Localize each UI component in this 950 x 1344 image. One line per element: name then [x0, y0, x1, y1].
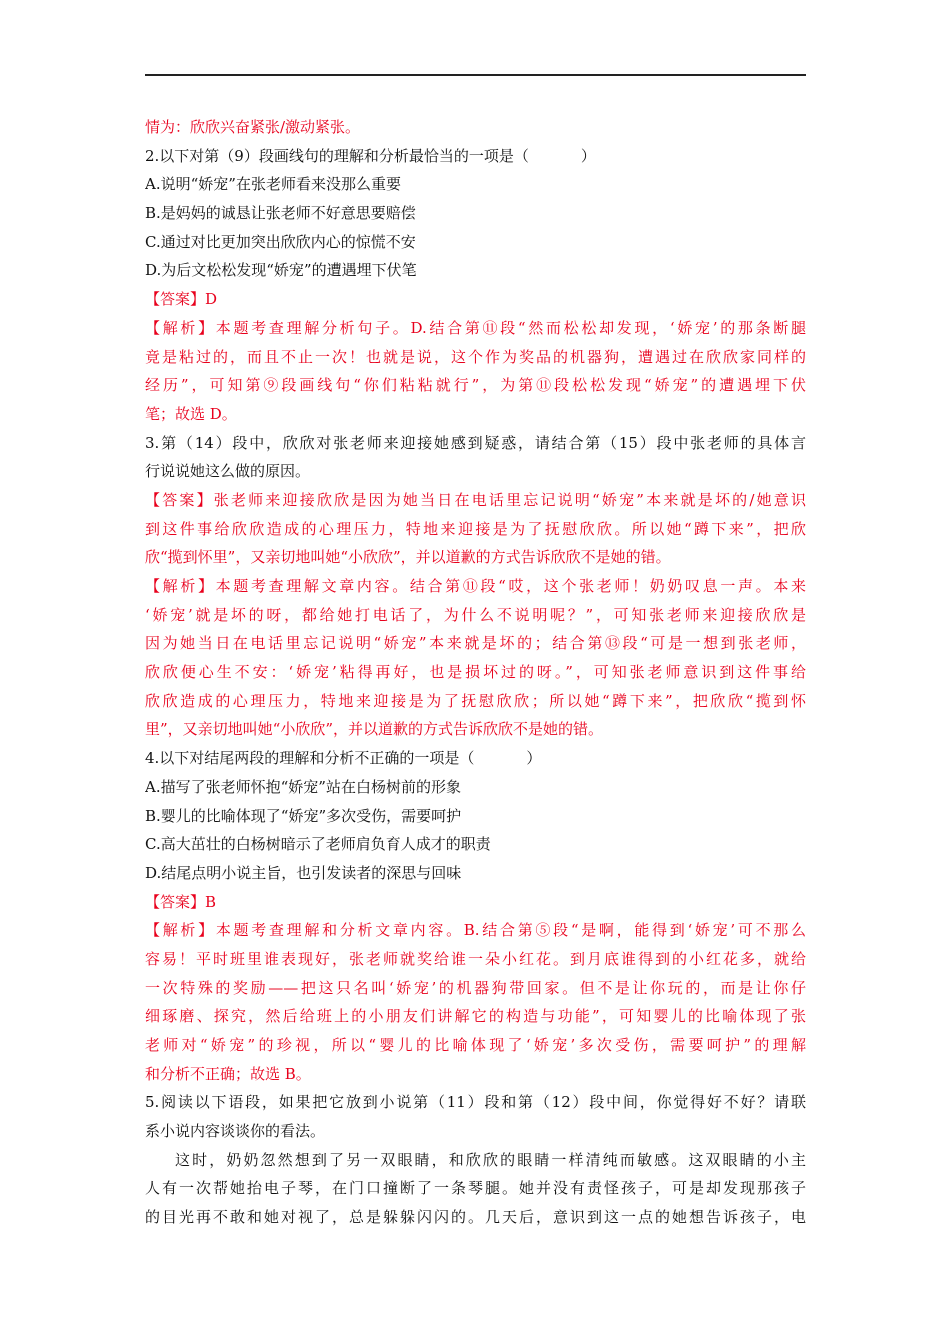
- analysis-text: 本题考查理解文章内容。结合第⑪段“哎，这个张老师！奶奶叹息一声。本来: [215, 577, 806, 595]
- q2-stem: [145, 142, 806, 171]
- q2-option-a: A.说明“娇宠”在张老师看来没那么重要: [145, 175, 401, 194]
- answer-text: 张老师来迎接欣欣是因为她当日在电话里忘记说明“娇宠”本来就是坏的/她意识: [213, 490, 806, 509]
- q5-passage-line: 的目光再不敢和她对视了，总是躲躲闪闪的。几天后，意识到这一点的她想告诉孩子，电: [145, 1208, 806, 1227]
- q3-analysis-line: 因为她当日在电话里忘记说明“娇宠”本来就是坏的；结合第⑬段“可是一想到张老师，: [145, 634, 806, 653]
- q2-analysis-line: [145, 314, 806, 343]
- q4-analysis-line: 容易！平时班里谁表现好，张老师就奖给谁一朵小红花。到月底谁得到的小红花多，就给: [145, 949, 806, 968]
- q5-passage-line: 这时，奶奶忽然想到了另一双眼睛，和欣欣的眼睛一样清纯而敏感。这双眼睛的小主: [175, 1150, 806, 1169]
- q4-option-c: C.高大茁壮的白杨树暗示了老师肩负育人成才的职责: [145, 835, 491, 854]
- q4-stem: [145, 744, 806, 773]
- q5-stem: 5.阅读以下语段，如果把它放到小说第（11）段和第（12）段中间，你觉得好不好？请联: [145, 1093, 806, 1112]
- q4-stem-close: ）: [526, 749, 542, 768]
- q3-answer-line: 欣“揽到怀里”，又亲切地叫她“小欣欣”，并以道歉的方式告诉欣欣不是她的错。: [145, 548, 671, 567]
- q3-analysis-line: 欣欣造成的心理压力，特地来迎接是为了抚慰欣欣；所以她“蹲下来”，把欣欣“揽到怀: [145, 691, 806, 710]
- q2-stem-text: 2.以下对第（9）段画线句的理解和分析最恰当的一项是（: [145, 146, 529, 165]
- q2-option-d: D.为后文松松发现“娇宠”的遭遇埋下伏笔: [145, 261, 417, 280]
- q3-analysis-line: 欣欣便心生不安：‘娇宠’粘得再好，也是损坏过的呀。”，可知张老师意识到这件事给: [145, 663, 806, 682]
- q5-passage-line: 人有一次帮她抬电子琴，在门口撞断了一条琴腿。她并没有责怪孩子，可是却发现那孩子: [145, 1179, 806, 1198]
- header-rule: [145, 74, 806, 76]
- q3-answer-line: 到这件事给欣欣造成的心理压力，特地来迎接是为了抚慰欣欣。所以她“蹲下来”，把欣: [145, 519, 806, 538]
- q4-analysis-line: 老师对“娇宠”的珍视，所以“婴儿的比喻体现了‘娇宠’多次受伤，需要呵护”的理解: [145, 1036, 806, 1054]
- q3-analysis-line: ‘娇宠’就是坏的呀，都给她打电话了，为什么不说明呢？”，可知张老师来迎接欣欣是: [145, 605, 806, 624]
- q2-option-c: C.通过对比更加突出欣欣内心的惊慌不安: [145, 232, 416, 251]
- q3-stem: 行说说她这么做的原因。: [145, 462, 311, 481]
- q3-analysis-line: 里”，又亲切地叫她“小欣欣”，并以道歉的方式告诉欣欣不是她的错。: [145, 720, 604, 739]
- answer-tag: 【答案】: [145, 490, 214, 509]
- analysis-text: 本题考查理解分析句子。D.结合第⑪段“然而松松却发现，‘娇宠’的那条断腿: [215, 318, 806, 337]
- answer-tag: 【答案】: [145, 290, 206, 309]
- q5-stem: 系小说内容谈谈你的看法。: [145, 1122, 326, 1141]
- q2-stem-close: ）: [580, 146, 596, 165]
- analysis-tag: 【解析】: [145, 577, 216, 595]
- q4-option-a: A.描写了张老师怀抱“娇宠”站在白杨树前的形象: [145, 777, 461, 796]
- q4-stem-text: 4.以下对结尾两段的理解和分析不正确的一项是（: [145, 749, 475, 768]
- analysis-tag: 【解析】: [145, 318, 216, 337]
- q2-answer: [145, 285, 806, 314]
- analysis-tag: 【解析】: [145, 921, 216, 940]
- answer-value: B: [205, 892, 217, 911]
- answer-tag: 【答案】: [145, 892, 206, 911]
- analysis-text: 本题考查理解和分析文章内容。B.结合第⑤段“是啊，能得到‘娇宠’可不那么: [215, 921, 806, 940]
- q4-analysis-line: 一次特殊的奖励——把这只名叫‘娇宠’的机器狗带回家。但不是让你玩的，而是让你仔: [145, 978, 806, 997]
- q2-analysis-line: 竟是粘过的，而且不止一次！也就是说，这个作为奖品的机器狗，遭遇过在欣欣家同样的: [145, 347, 806, 366]
- q3-stem: 3.第（14）段中，欣欣对张老师来迎接她感到疑惑，请结合第（15）段中张老师的具体言: [145, 433, 806, 452]
- q2-analysis-line: 经历”，可知第⑨段画线句“你们粘粘就行”，为第⑪段松松发现“娇宠”的遭遇埋下伏: [145, 376, 806, 395]
- q4-option-d: D.结尾点明小说主旨，也引发读者的深思与回味: [145, 863, 462, 882]
- document-body: [145, 113, 806, 1232]
- q4-option-b: B.婴儿的比喻体现了“娇宠”多次受伤，需要呵护: [145, 806, 462, 825]
- answer-value: D: [205, 290, 218, 309]
- q2-option-b: B.是妈妈的诚恳让张老师不好意思要赔偿: [145, 204, 416, 223]
- q4-analysis-line: 细琢磨、探究，然后给班上的小朋友们讲解它的构造与功能”，可知婴儿的比喻体现了张: [145, 1007, 806, 1026]
- q4-analysis-line: 和分析不正确；故选 B。: [145, 1064, 311, 1083]
- q4-answer: [145, 888, 806, 917]
- q3-analysis-line: [145, 572, 806, 601]
- q4-analysis-line: [145, 916, 806, 945]
- q1-answer-tail: 情为：欣欣兴奋紧张/激动紧张。: [145, 118, 361, 136]
- q2-analysis-line: 笔；故选 D。: [145, 404, 237, 423]
- q3-answer-line: [145, 486, 806, 515]
